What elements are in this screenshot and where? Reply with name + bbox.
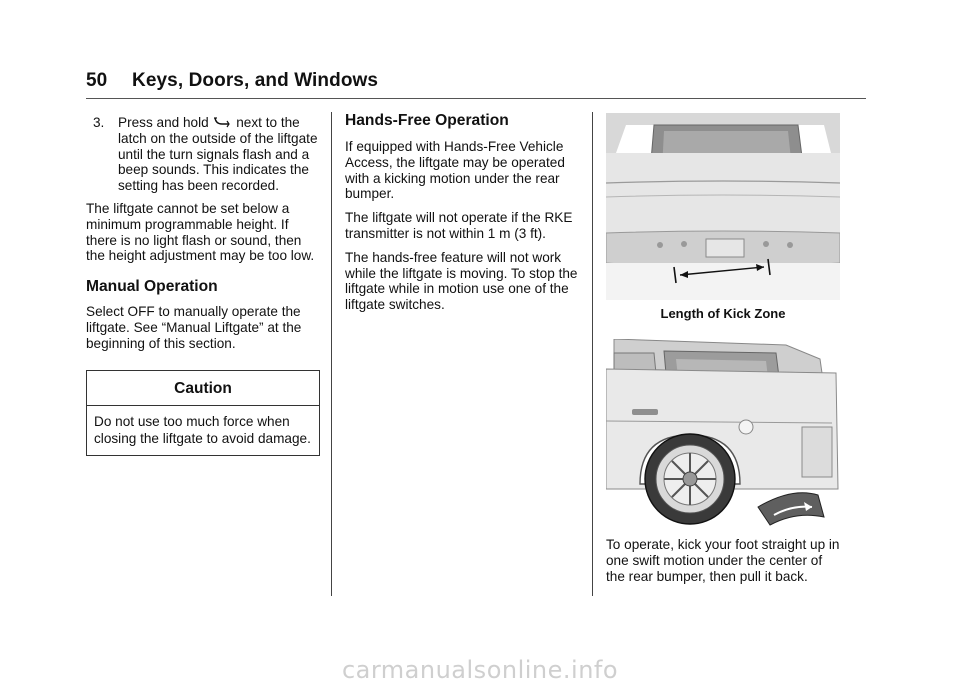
kick-instruction-text: To operate, kick your foot straight up in one swift motion under the center of the rear bumper, then pull it back. [606, 537, 840, 584]
middle-column [345, 112, 581, 321]
hands-free-paragraph-3: The hands-free feature will not work while the liftgate is moving. To stop the liftgate while in motion use one of the liftgate switches. [345, 249, 578, 313]
kick-motion-figure [606, 339, 840, 527]
column-divider-left [331, 112, 332, 596]
right-column-bottom [606, 537, 842, 592]
left-column [86, 115, 320, 456]
caution-title: Caution [87, 371, 319, 407]
step-text-end: next to the latch on the outside of the liftgate until the turn signals flash and a beep sounds. This indicates the setting has been recorded. [118, 115, 318, 194]
page-number: 50 [86, 70, 108, 91]
section-title: Keys, Doors, and Windows [132, 70, 379, 91]
caution-box [86, 370, 320, 457]
liftgate-button-icon [213, 115, 231, 129]
step-text-start: Press and hold [118, 115, 209, 130]
step-3 [86, 115, 320, 194]
hands-free-paragraph-1: If equipped with Hands-Free Vehicle Access, the liftgate may be operated with a kicking motion under the rear bumper. [345, 139, 565, 202]
figure-1-caption: Length of Kick Zone [660, 306, 786, 321]
hands-free-heading: Hands-Free Operation [345, 112, 509, 129]
column-divider-right [592, 112, 593, 596]
kick-zone-figure [606, 113, 840, 300]
manual-operation-text: Select OFF to manually operate the liftgate. See “Manual Liftgate” at the beginning of this section. [86, 304, 302, 351]
hands-free-paragraph-2: The liftgate will not operate if the RKE transmitter is not within 1 m (3 ft). [345, 210, 573, 241]
header-rule [86, 98, 866, 99]
manual-operation-heading: Manual Operation [86, 278, 218, 296]
min-height-paragraph: The liftgate cannot be set below a minimum programmable height. If there is no light flash or sound, then the height adjustment may be too low. [86, 200, 315, 264]
step-number: 3. [93, 115, 105, 130]
watermark-text: carmanualsonline.info [341, 656, 619, 684]
caution-text: Do not use too much force when closing the liftgate to avoid damage. [94, 414, 311, 446]
page-header [86, 70, 378, 92]
